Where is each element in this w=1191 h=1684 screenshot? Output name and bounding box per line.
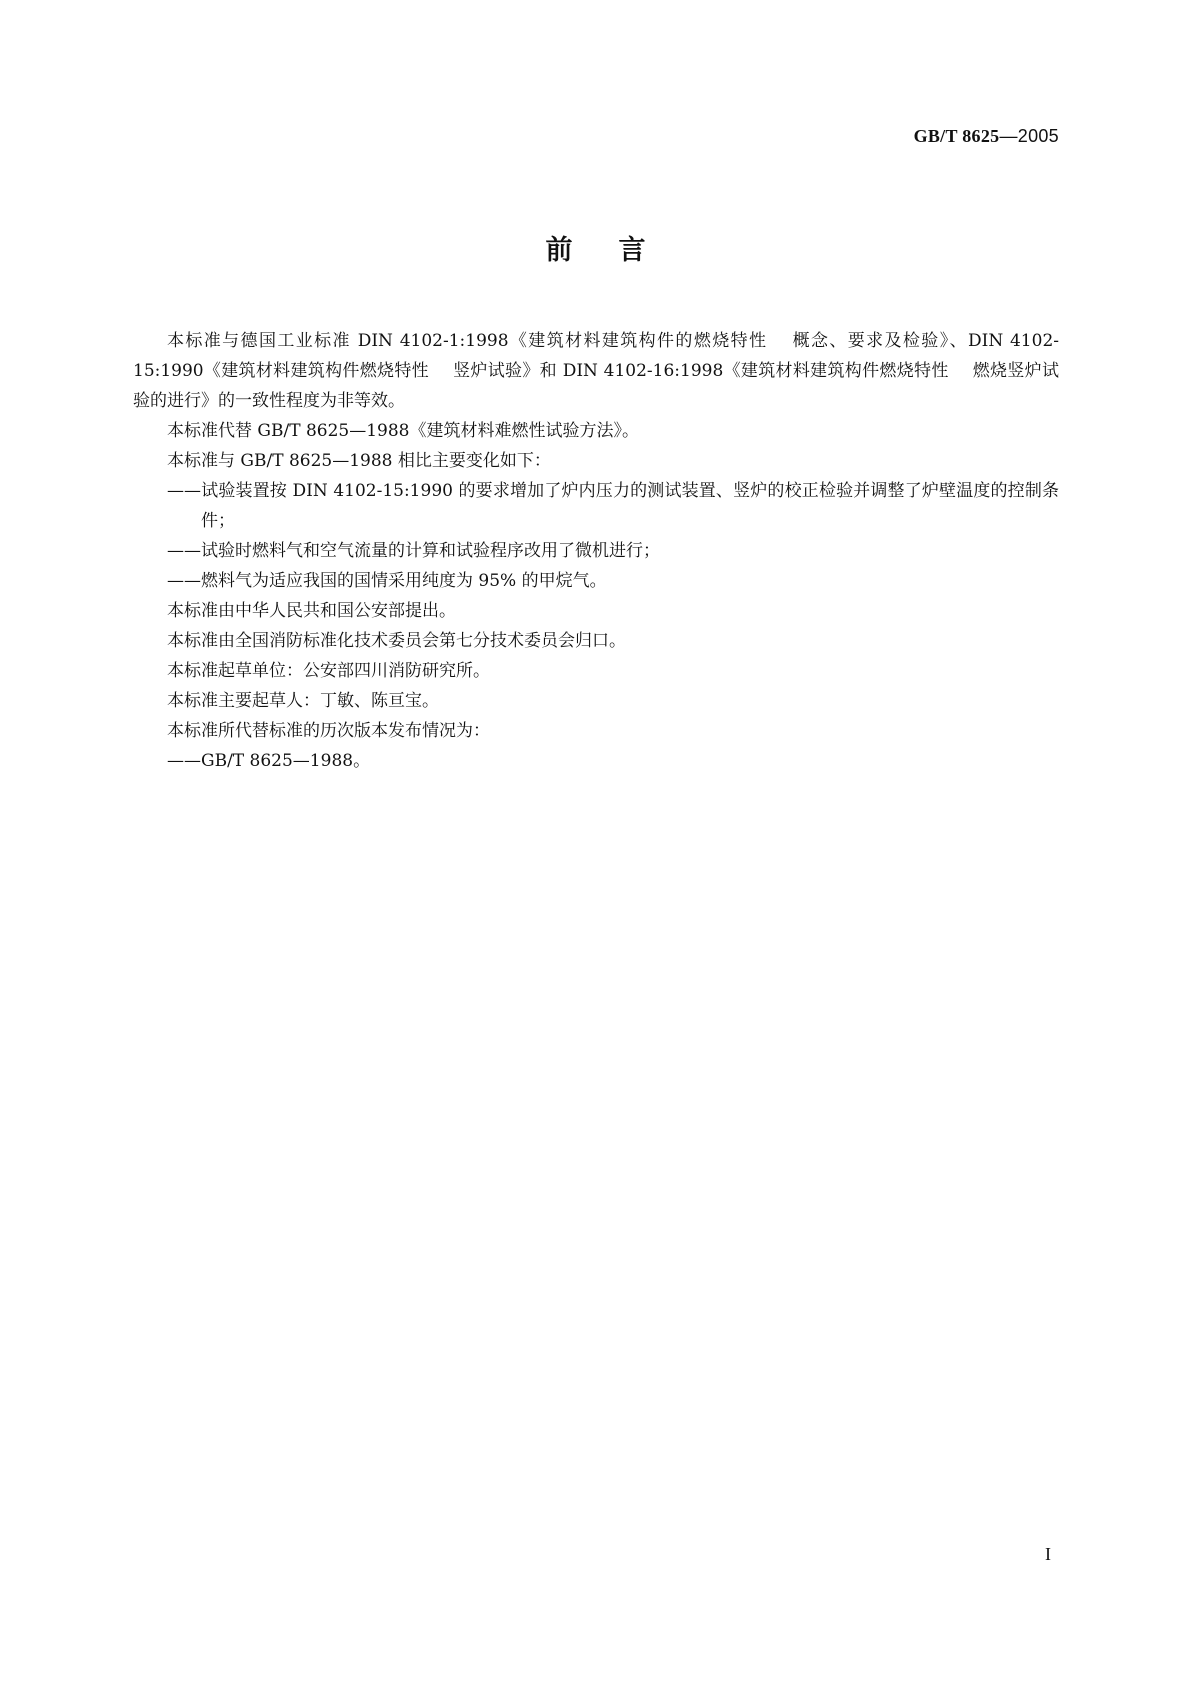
standard-code-prefix: GB/T 8625 bbox=[913, 126, 1000, 146]
page-title: 前言 bbox=[545, 235, 692, 266]
paragraph-equivalence bbox=[133, 326, 1059, 416]
paragraph-replaces: 本标准代替 GB/T 8625—1988《建筑材料难燃性试验方法》。 bbox=[167, 421, 639, 441]
list-item-previous-edition: ——GB/T 8625—1988。 bbox=[167, 751, 371, 771]
paragraph-previous-editions: 本标准所代替标准的历次版本发布情况为： bbox=[167, 721, 490, 741]
paragraph-technical-committee: 本标准由全国消防标准化技术委员会第七分技术委员会归口。 bbox=[167, 631, 626, 651]
paragraph-equivalence-part-1: 本标准与德国工业标准 DIN 4102-1:1998《建筑材料建筑构件的燃烧特性 bbox=[167, 331, 768, 351]
page-number: I bbox=[1045, 1544, 1051, 1564]
list-item-change-3: ——燃料气为适应我国的国情采用纯度为 95% 的甲烷气。 bbox=[167, 571, 607, 591]
paragraph-drafting-unit: 本标准起草单位：公安部四川消防研究所。 bbox=[167, 661, 490, 681]
paragraph-drafters: 本标准主要起草人：丁敏、陈亘宝。 bbox=[167, 691, 439, 711]
standard-code bbox=[914, 126, 1059, 147]
list-item-change-2: ——试验时燃料气和空气流量的计算和试验程序改用了微机进行； bbox=[167, 541, 660, 561]
standard-code-year: —2005 bbox=[999, 126, 1059, 146]
paragraph-equivalence-part-2: 概念、要求及检验》、DIN 4102-15:1990《建筑材料建筑构件燃烧特性 bbox=[133, 331, 1060, 381]
paragraph-changes-intro: 本标准与 GB/T 8625—1988 相比主要变化如下： bbox=[167, 451, 551, 471]
paragraph-proposed-by: 本标准由中华人民共和国公安部提出。 bbox=[167, 601, 456, 621]
paragraph-equivalence-part-4: 燃烧竖炉试验的进行》的一致性程度为非等效。 bbox=[133, 361, 1059, 411]
foreword-body bbox=[133, 326, 1059, 776]
list-item-change-1: ——试验装置按 DIN 4102-15:1990 的要求增加了炉内压力的测试装置、竖炉的校正检验并调整了炉壁温度的控制条件； bbox=[167, 481, 1059, 531]
paragraph-equivalence-part-3: 竖炉试验》和 DIN 4102-16:1998《建筑材料建筑构件燃烧特性 bbox=[452, 361, 949, 381]
